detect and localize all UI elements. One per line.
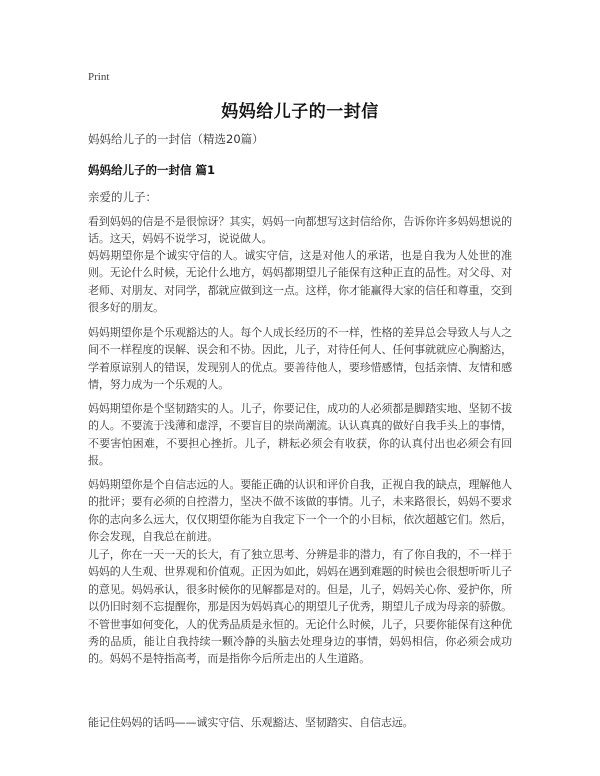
paragraph-6: 儿子，你在一天一天的长大，有了独立思考、分辨是非的潜力，有了你自我的，不一样于妈妈的人生观、世界观和价值观。正因为如此，妈妈在遇到难题的时候也会很想听听儿子的意见。妈妈承认，很多时候你的见解都是对的。但是，儿子，妈妈关心你、爱护你，所以仍旧时刻不忘提醒你，那是因为妈妈真心的期望儿子优秀，期望儿子成为母亲的骄傲。不管世事如何变化，人的优秀品质是永恒的。无论什么时候，儿子，只要你能保有这种优秀的品质，能让自我持续一颗冷静的头脑去处理身边的事情，妈妈相信，你必须会成功的。妈妈不是特指高考，而是指你今后所走出的人生道路。 — [88, 548, 512, 666]
paragraph-5: 妈妈期望你是个自信志远的人。要能正确的认识和评价自我，正视自我的缺点，理解他人的批评；要有必须的自控潜力，坚决不做不该做的事情。儿子，未来路很长，妈妈不要求你的志向多么远大，仅仅期望你能为自我定下一个一个的小目标，依次超越它们。然后，你会发现，自我总在前进。 — [88, 478, 512, 544]
paragraph-1: 看到妈妈的信是不是很惊讶？其实，妈妈一向都想写这封信给你，告诉你许多妈妈想说的话。这天，妈妈不说学习，说说做人。 — [88, 215, 512, 246]
paragraph-3: 妈妈期望你是个乐观豁达的人。每个人成长经历的不一样，性格的差异总会导致人与人之间不一样程度的误解、误会和不协。因此，儿子，对待任何人、任何事就就应心胸豁达，学着原谅别人的错误，发现别人的优点。要善待他人，要珍惜感情，包括亲情、友情和感情，努力成为一个乐观的人。 — [88, 326, 512, 392]
paragraph-4: 妈妈期望你是个坚韧踏实的人。儿子，你要记住，成功的人必须都是脚踏实地、坚韧不拔的人。不要流于浅薄和虚浮，不要盲目的崇尚潮流。认认真真的做好自我手头上的事情，不要害怕困难，不要担心挫折。儿子，耕耘必须会有收获，你的认真付出也必须会有回报。 — [88, 402, 512, 468]
document-subtitle: 妈妈给儿子的一封信（精选20篇） — [88, 132, 264, 146]
section-heading: 妈妈给儿子的一封信 篇1 — [88, 163, 216, 177]
document-title: 妈妈给儿子的一封信 — [221, 102, 379, 122]
print-link[interactable]: Print — [88, 71, 110, 83]
letter-greeting: 亲爱的儿子： — [88, 190, 157, 204]
paragraph-7: 能记住妈妈的话吗——诚实守信、乐观豁达、坚韧踏实、自信志远。 — [88, 716, 414, 729]
paragraph-2: 妈妈期望你是个诚实守信的人。诚实守信，这是对他人的承诺，也是自我为人处世的准则。无论什么时候，无论什么地方，妈妈都期望儿子能保有这种正直的品性。对父母、对老师、对朋友、对同学，都就应做到这一点。这样，你才能赢得大家的信任和尊重，交到很多好的朋友。 — [88, 249, 512, 315]
